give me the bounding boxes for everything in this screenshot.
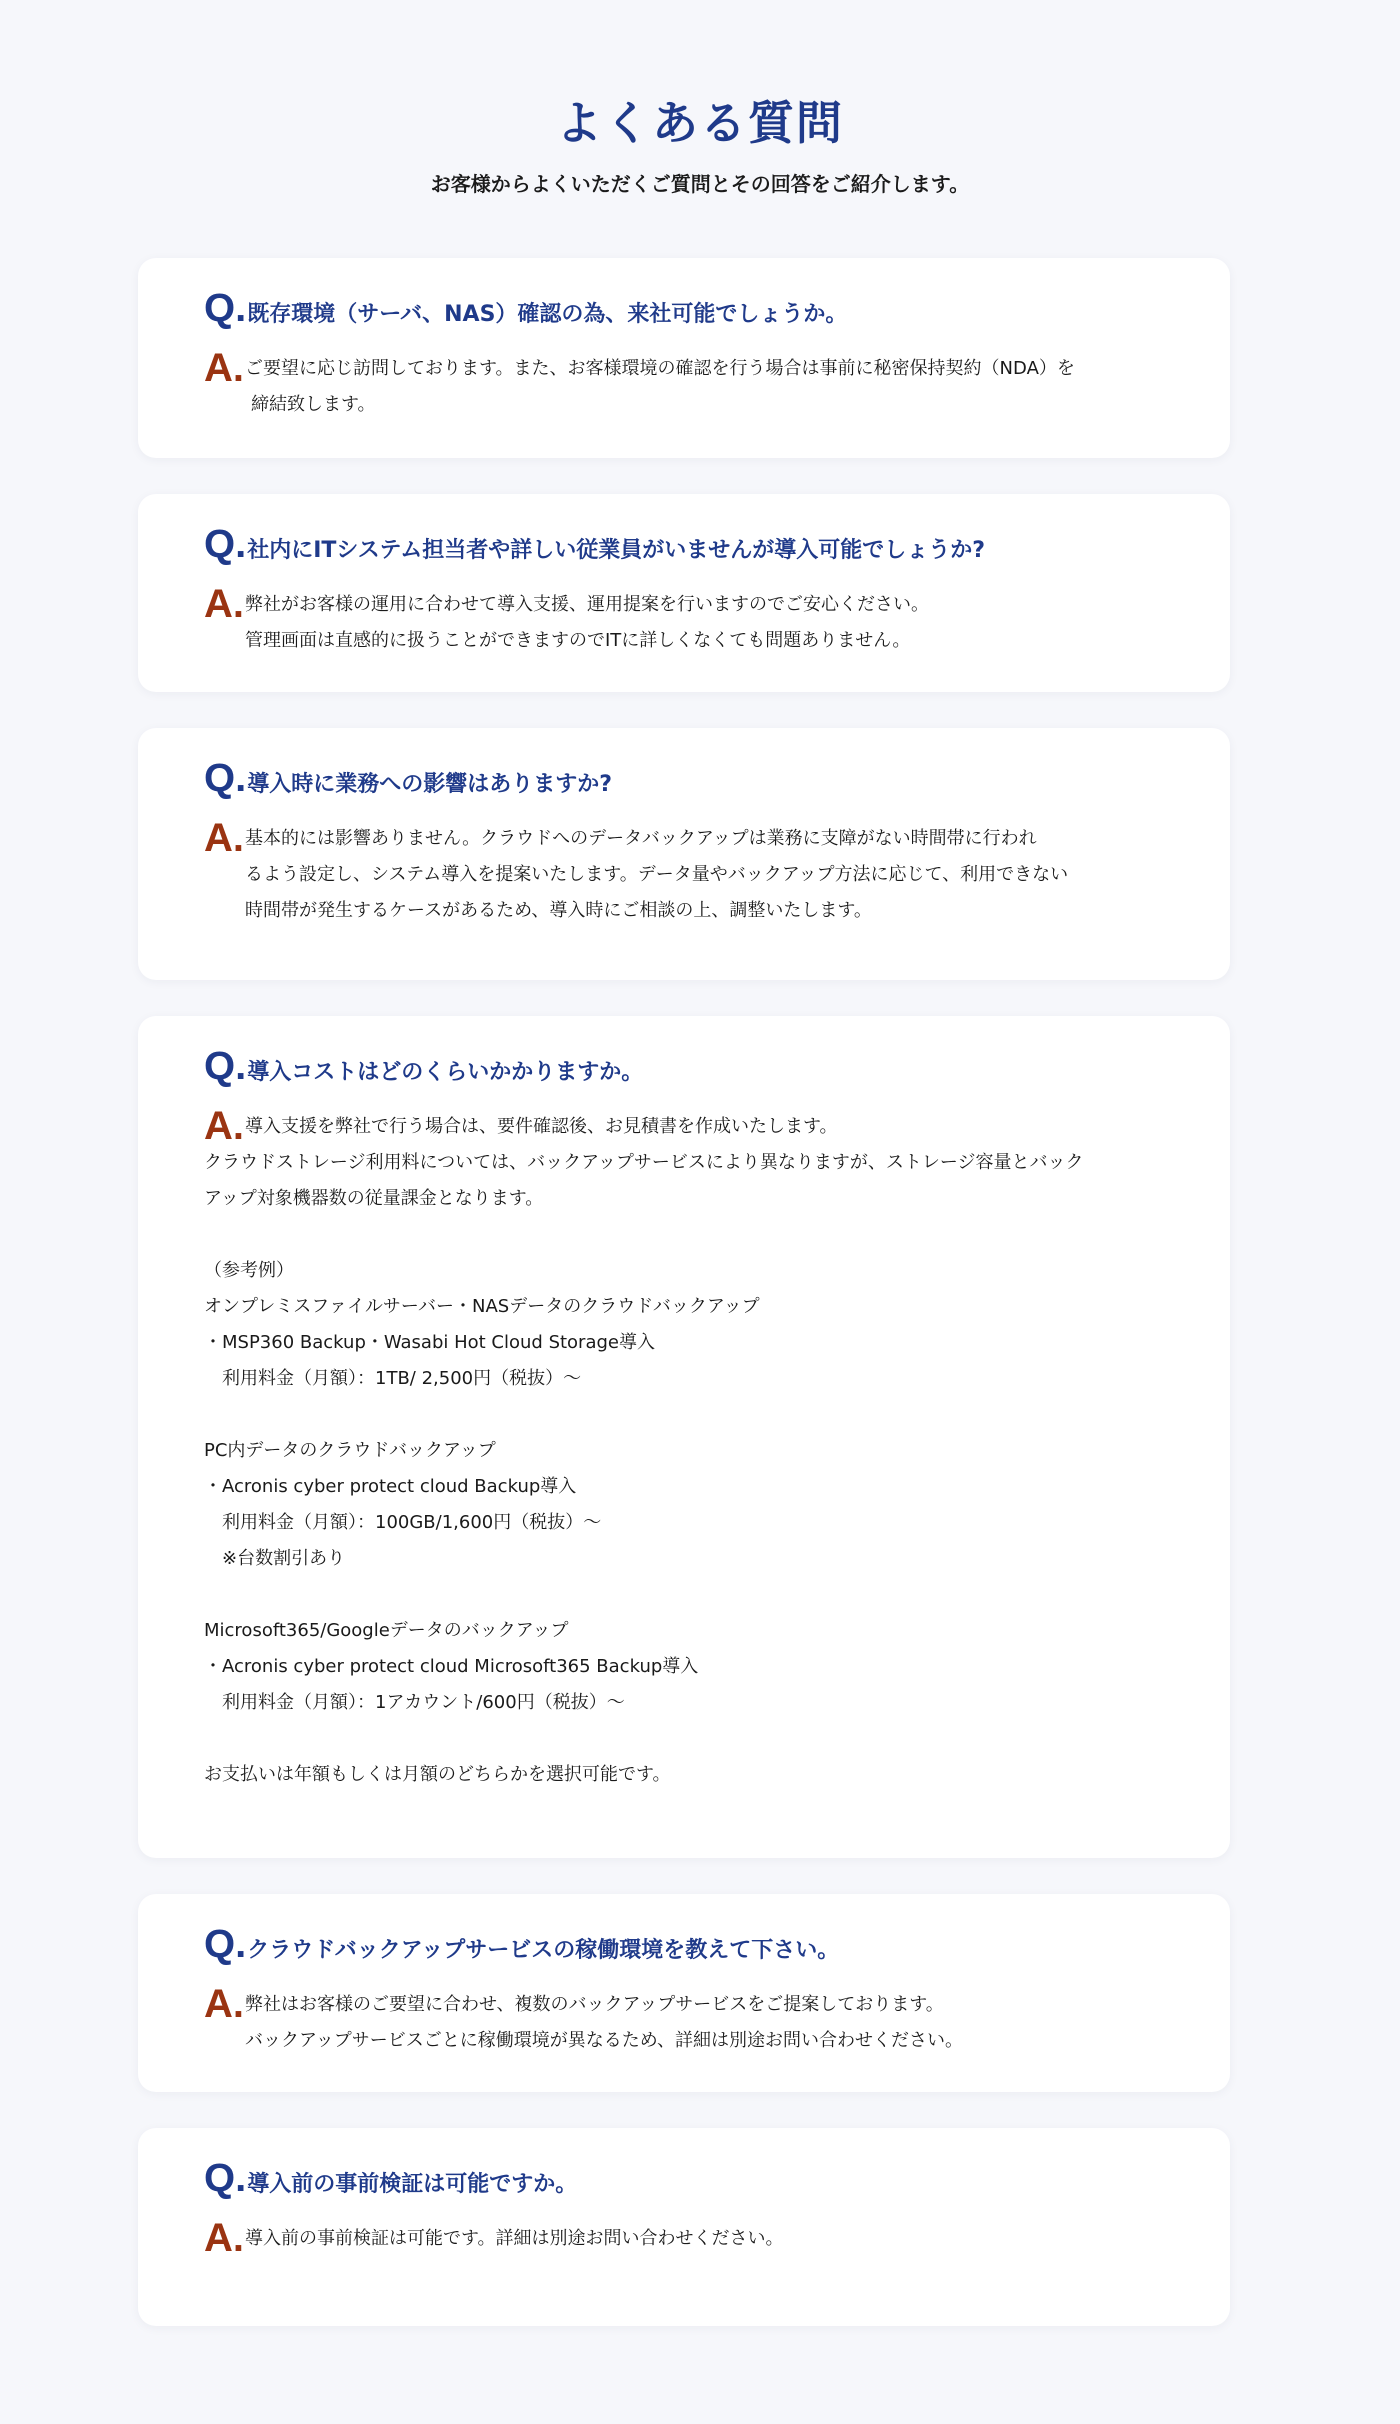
faq-item-cost	[138, 1016, 1230, 1858]
faq-answer	[204, 816, 1200, 929]
answer-text	[245, 586, 929, 659]
answer-line: 弊社はお客様のご要望に合わせ、複数のバックアップサービスをご提案しております。	[245, 1994, 944, 2015]
answer-mark: A.	[204, 346, 244, 390]
cost-line	[204, 1217, 1200, 1253]
faq-question	[204, 2158, 1200, 2202]
faq-question	[204, 758, 1200, 802]
answer-mark: A.	[204, 816, 244, 860]
cost-line: アップ対象機器数の従量課金となります。	[204, 1188, 544, 1209]
question-text: 社内にITシステム担当者や詳しい従業員がいませんが導入可能でしょうか?	[247, 538, 985, 563]
faq-item-visit	[138, 258, 1230, 458]
answer-text	[245, 350, 1075, 423]
question-mark: Q.	[204, 286, 247, 330]
answer-mark: A.	[204, 1982, 244, 2026]
cost-line: Microsoft365/Googleデータのバックアップ	[204, 1620, 569, 1641]
question-text: 導入前の事前検証は可能ですか。	[247, 2172, 578, 2197]
answer-line: 導入支援を弊社で行う場合は、要件確認後、お見積書を作成いたします。	[245, 1116, 838, 1137]
question-text: 導入コストはどのくらいかかりますか。	[247, 1060, 644, 1085]
question-mark: Q.	[204, 1922, 247, 1966]
cost-line: ・MSP360 Backup・Wasabi Hot Cloud Storage導入	[204, 1332, 655, 1353]
faq-item-environment	[138, 1894, 1230, 2092]
cost-line: PC内データのクラウドバックアップ	[204, 1440, 496, 1461]
faq-answer	[204, 2216, 1200, 2260]
cost-line: クラウドストレージ利用料については、バックアップサービスにより異なりますが、ストレージ容量とバック	[204, 1152, 1084, 1173]
answer-line: るよう設定し、システム導入を提案いたします。データ量やバックアップ方法に応じて、利用できない	[245, 864, 1069, 885]
answer-mark: A.	[204, 1104, 244, 1148]
answer-line: 時間帯が発生するケースがあるため、導入時にご相談の上、調整いたします。	[245, 900, 872, 921]
question-mark: Q.	[204, 2156, 247, 2200]
page-subtitle: お客様からよくいただくご質問とその回答をご紹介します。	[430, 172, 970, 196]
answer-line: 導入前の事前検証は可能です。詳細は別途お問い合わせください。	[245, 2228, 784, 2249]
cost-line: ・Acronis cyber protect cloud Microsoft365 Backup導入	[204, 1656, 699, 1677]
answer-line: 管理画面は直感的に扱うことができますのでITに詳しくなくても問題ありません。	[245, 630, 911, 651]
faq-question	[204, 288, 1200, 332]
answer-line: 基本的には影響ありません。クラウドへのデータバックアップは業務に支障がない時間帯に行われ	[245, 828, 1037, 849]
cost-line: お支払いは年額もしくは月額のどちらかを選択可能です。	[204, 1764, 671, 1785]
question-text: クラウドバックアップサービスの稼働環境を教えて下さい。	[247, 1938, 840, 1963]
faq-question	[204, 1046, 1200, 1090]
faq-item-pre-verification	[138, 2128, 1230, 2326]
cost-line: ・Acronis cyber protect cloud Backup導入	[204, 1476, 577, 1497]
faq-answer	[204, 1104, 1200, 1148]
question-mark: Q.	[204, 756, 247, 800]
answer-mark: A.	[204, 2216, 244, 2260]
answer-text	[245, 1108, 838, 1145]
cost-line	[204, 1721, 1200, 1757]
question-mark: Q.	[204, 1044, 247, 1088]
answer-text	[245, 1986, 963, 2059]
faq-question	[204, 524, 1200, 568]
cost-line: オンプレミスファイルサーバー・NASデータのクラウドバックアップ	[204, 1296, 760, 1317]
answer-line: 締結致します。	[251, 394, 376, 415]
answer-text	[245, 820, 1068, 929]
answer-line: 弊社がお客様の運用に合わせて導入支援、運用提案を行いますのでご安心ください。	[245, 594, 929, 615]
cost-line: 利用料金（月額）：100GB/1,600円（税抜）～	[204, 1512, 602, 1533]
page-title: よくある質問	[556, 96, 844, 150]
cost-line	[204, 1577, 1200, 1613]
page-header	[0, 88, 1400, 202]
faq-answer	[204, 1982, 1200, 2059]
faq-question	[204, 1924, 1200, 1968]
cost-line: （参考例）	[204, 1260, 294, 1281]
question-text: 既存環境（サーバ、NAS）確認の為、来社可能でしょうか。	[247, 302, 848, 327]
faq-item-no-it-staff	[138, 494, 1230, 692]
cost-line: ※台数割引あり	[204, 1548, 346, 1569]
faq-item-business-impact	[138, 728, 1230, 980]
answer-line: バックアップサービスごとに稼働環境が異なるため、詳細は別途お問い合わせください。	[245, 2030, 964, 2051]
answer-mark: A.	[204, 582, 244, 626]
cost-line	[204, 1397, 1200, 1433]
cost-line: 利用料金（月額）：1TB/ 2,500円（税抜）～	[204, 1368, 582, 1389]
faq-answer	[204, 346, 1200, 423]
cost-line: 利用料金（月額）：1アカウント/600円（税抜）～	[204, 1692, 625, 1713]
answer-text	[245, 2220, 784, 2257]
cost-details	[204, 1145, 1200, 1793]
answer-line: ご要望に応じ訪問しております。また、お客様環境の確認を行う場合は事前に秘密保持契約（NDA）を	[245, 358, 1075, 379]
question-mark: Q.	[204, 522, 247, 566]
faq-answer	[204, 582, 1200, 659]
question-text: 導入時に業務への影響はありますか?	[247, 772, 612, 797]
